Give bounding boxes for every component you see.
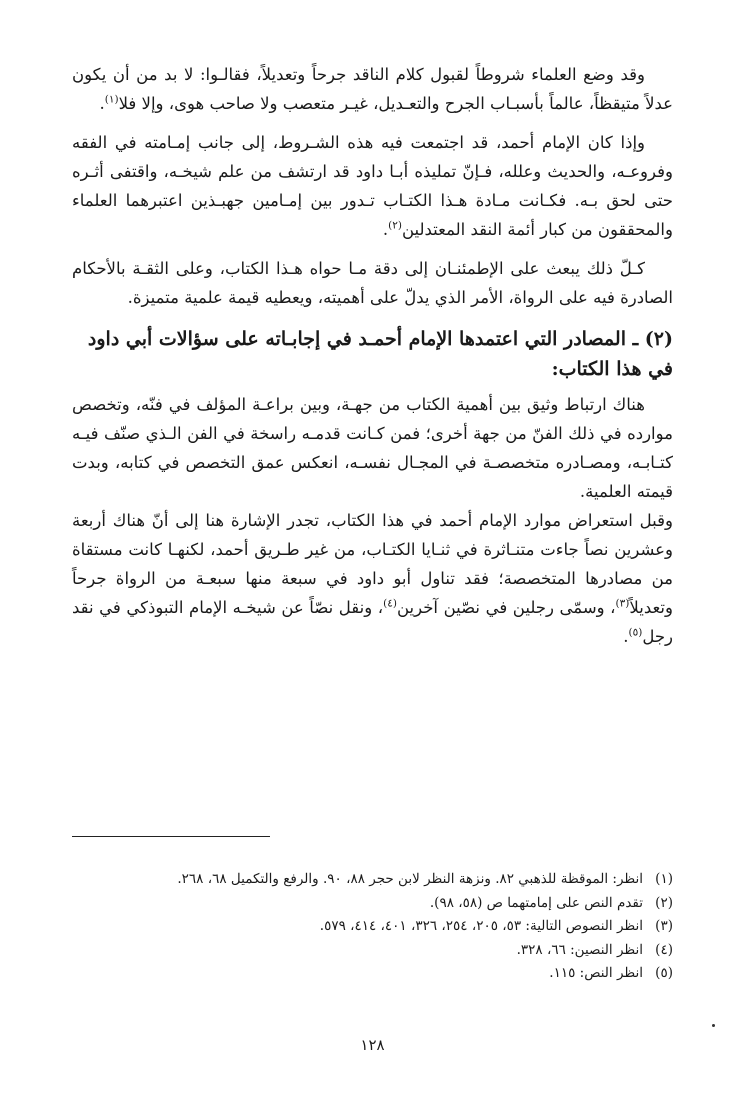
footnote-2: [72, 892, 673, 916]
footnote-ref-3[interactable]: (٣): [615, 597, 630, 610]
footnotes: [72, 868, 673, 986]
footnote-text: انظر النصوص التالية: ٥٣، ٢٠٥، ٢٥٤، ٣٢٦، ٤٠١، ٤١٤، ٥٧٩.: [319, 918, 643, 934]
footnote-5: [72, 962, 673, 986]
footnote-1: [72, 868, 673, 892]
footnote-text: تقدم النص على إمامتهما ص (٥٨، ٩٨).: [429, 894, 643, 911]
paragraph-3: كـلّ ذلك يبعث على الإطمئنـان إلى دقة مـا حواه هـذا الكتاب، وعلى الثقـة بالأحكام الصادرة فيه على الرواة، الأمر الذي يدلّ على أهميته، ويعطيه قيمة علمية متميزة.: [72, 259, 673, 307]
footnote-number: (٤): [655, 941, 673, 958]
footnote-text: انظر النص: ١١٥.: [549, 965, 643, 981]
section-heading: (٢) ـ المصادر التي اعتمدها الإمام أحمـد في إجابـاته على سؤالات أبي داود في هذا الكتاب:: [87, 328, 673, 380]
footnote-number: (٢): [655, 894, 673, 911]
footnote-3: [72, 915, 673, 939]
footnote-ref-1[interactable]: (١): [104, 93, 119, 106]
page-number: ١٢٨: [360, 1036, 385, 1054]
main-text: [72, 60, 673, 661]
footnote-text: انظر النصين: ٦٦، ٣٢٨.: [516, 941, 643, 958]
footnote-number: (٣): [655, 918, 673, 934]
footnote-ref-2[interactable]: (٢): [388, 219, 402, 232]
paragraph-1: وقد وضع العلماء شروطاً لقبول كلام الناقد جرحاً وتعديلاً، فقالـوا: لا بد من أن يكون عدلاً متيقظاً، عالماً بأسبـاب الجرح والتعـديل، غيـر متعصب ولا صاحب هوى، وإلا فلا$^{(١)}$.: [72, 65, 673, 113]
footnote-ref-4[interactable]: (٤): [383, 597, 397, 610]
footnote-separator: [72, 836, 270, 837]
paragraph-2: وإذا كان الإمام أحمد، قد اجتمعت فيه هذه الشـروط، إلى جانب إمـامته في الفقه وفروعـه، والحديث وعلله، فـإنّ تمليذه أبـا داود قد ارتشف من علم شيخـه، واقتفى أثـره حتى لحق بـه. فكـانت مـادة هـذا الكتـاب تـدور بين إمـامين جهبـذين اعتبرهما العلماء والمحققون من كبار أئمة النقد المعتدلين$^{(٢)}$.: [72, 133, 673, 239]
paragraph-5: وقبل استعراض موارد الإمام أحمد في هذا الكتاب، تجدر الإشارة هنا إلى أنّ هناك أربعة وعشرين نصاً جاءت متنـاثرة في ثنـايا الكتـاب، من غير طـريق أحمد، لكنهـا كانت مستقاة من مصادرها المتخصصة؛ فقد تناول أبو داود في سبعة منها سبعـة من الرواة جرحاً وتعديلاً$^{(٣)}$، وسمّى رجلين في نصّين آخرين$^{(٤)}$، ونقل نصّاً عن شيخـه الإمام التبوذكي في نقد رجل$^{(٥)}$.: [72, 511, 673, 646]
paragraph-4: هناك ارتباط وثيق بين أهمية الكتاب من جهـة، وبين براعـة المؤلف في فنّه، وتخصص موارده في ذلك الفنّ من جهة أخرى؛ فمن كـانت قدمـه راسخة في الفن الـذي صنّف فيـه كتـابـه، ومصـادره متخصصـة في المجـال نفسـه، انعكس عمق التخصص في كتابه، وبدت قيمته العلمية.: [72, 395, 673, 501]
margin-dot: [712, 1024, 715, 1027]
footnote-number: (٥): [655, 965, 673, 981]
footnote-number: (١): [655, 871, 673, 887]
footnote-ref-5[interactable]: (٥): [628, 626, 643, 639]
footnote-4: [72, 939, 673, 963]
footnote-text: انظر: الموقظة للذهبي ٨٢. ونزهة النظر لابن حجر ٨٨، ٩٠. والرفع والتكميل ٦٨، ٢٦٨.: [177, 871, 643, 887]
